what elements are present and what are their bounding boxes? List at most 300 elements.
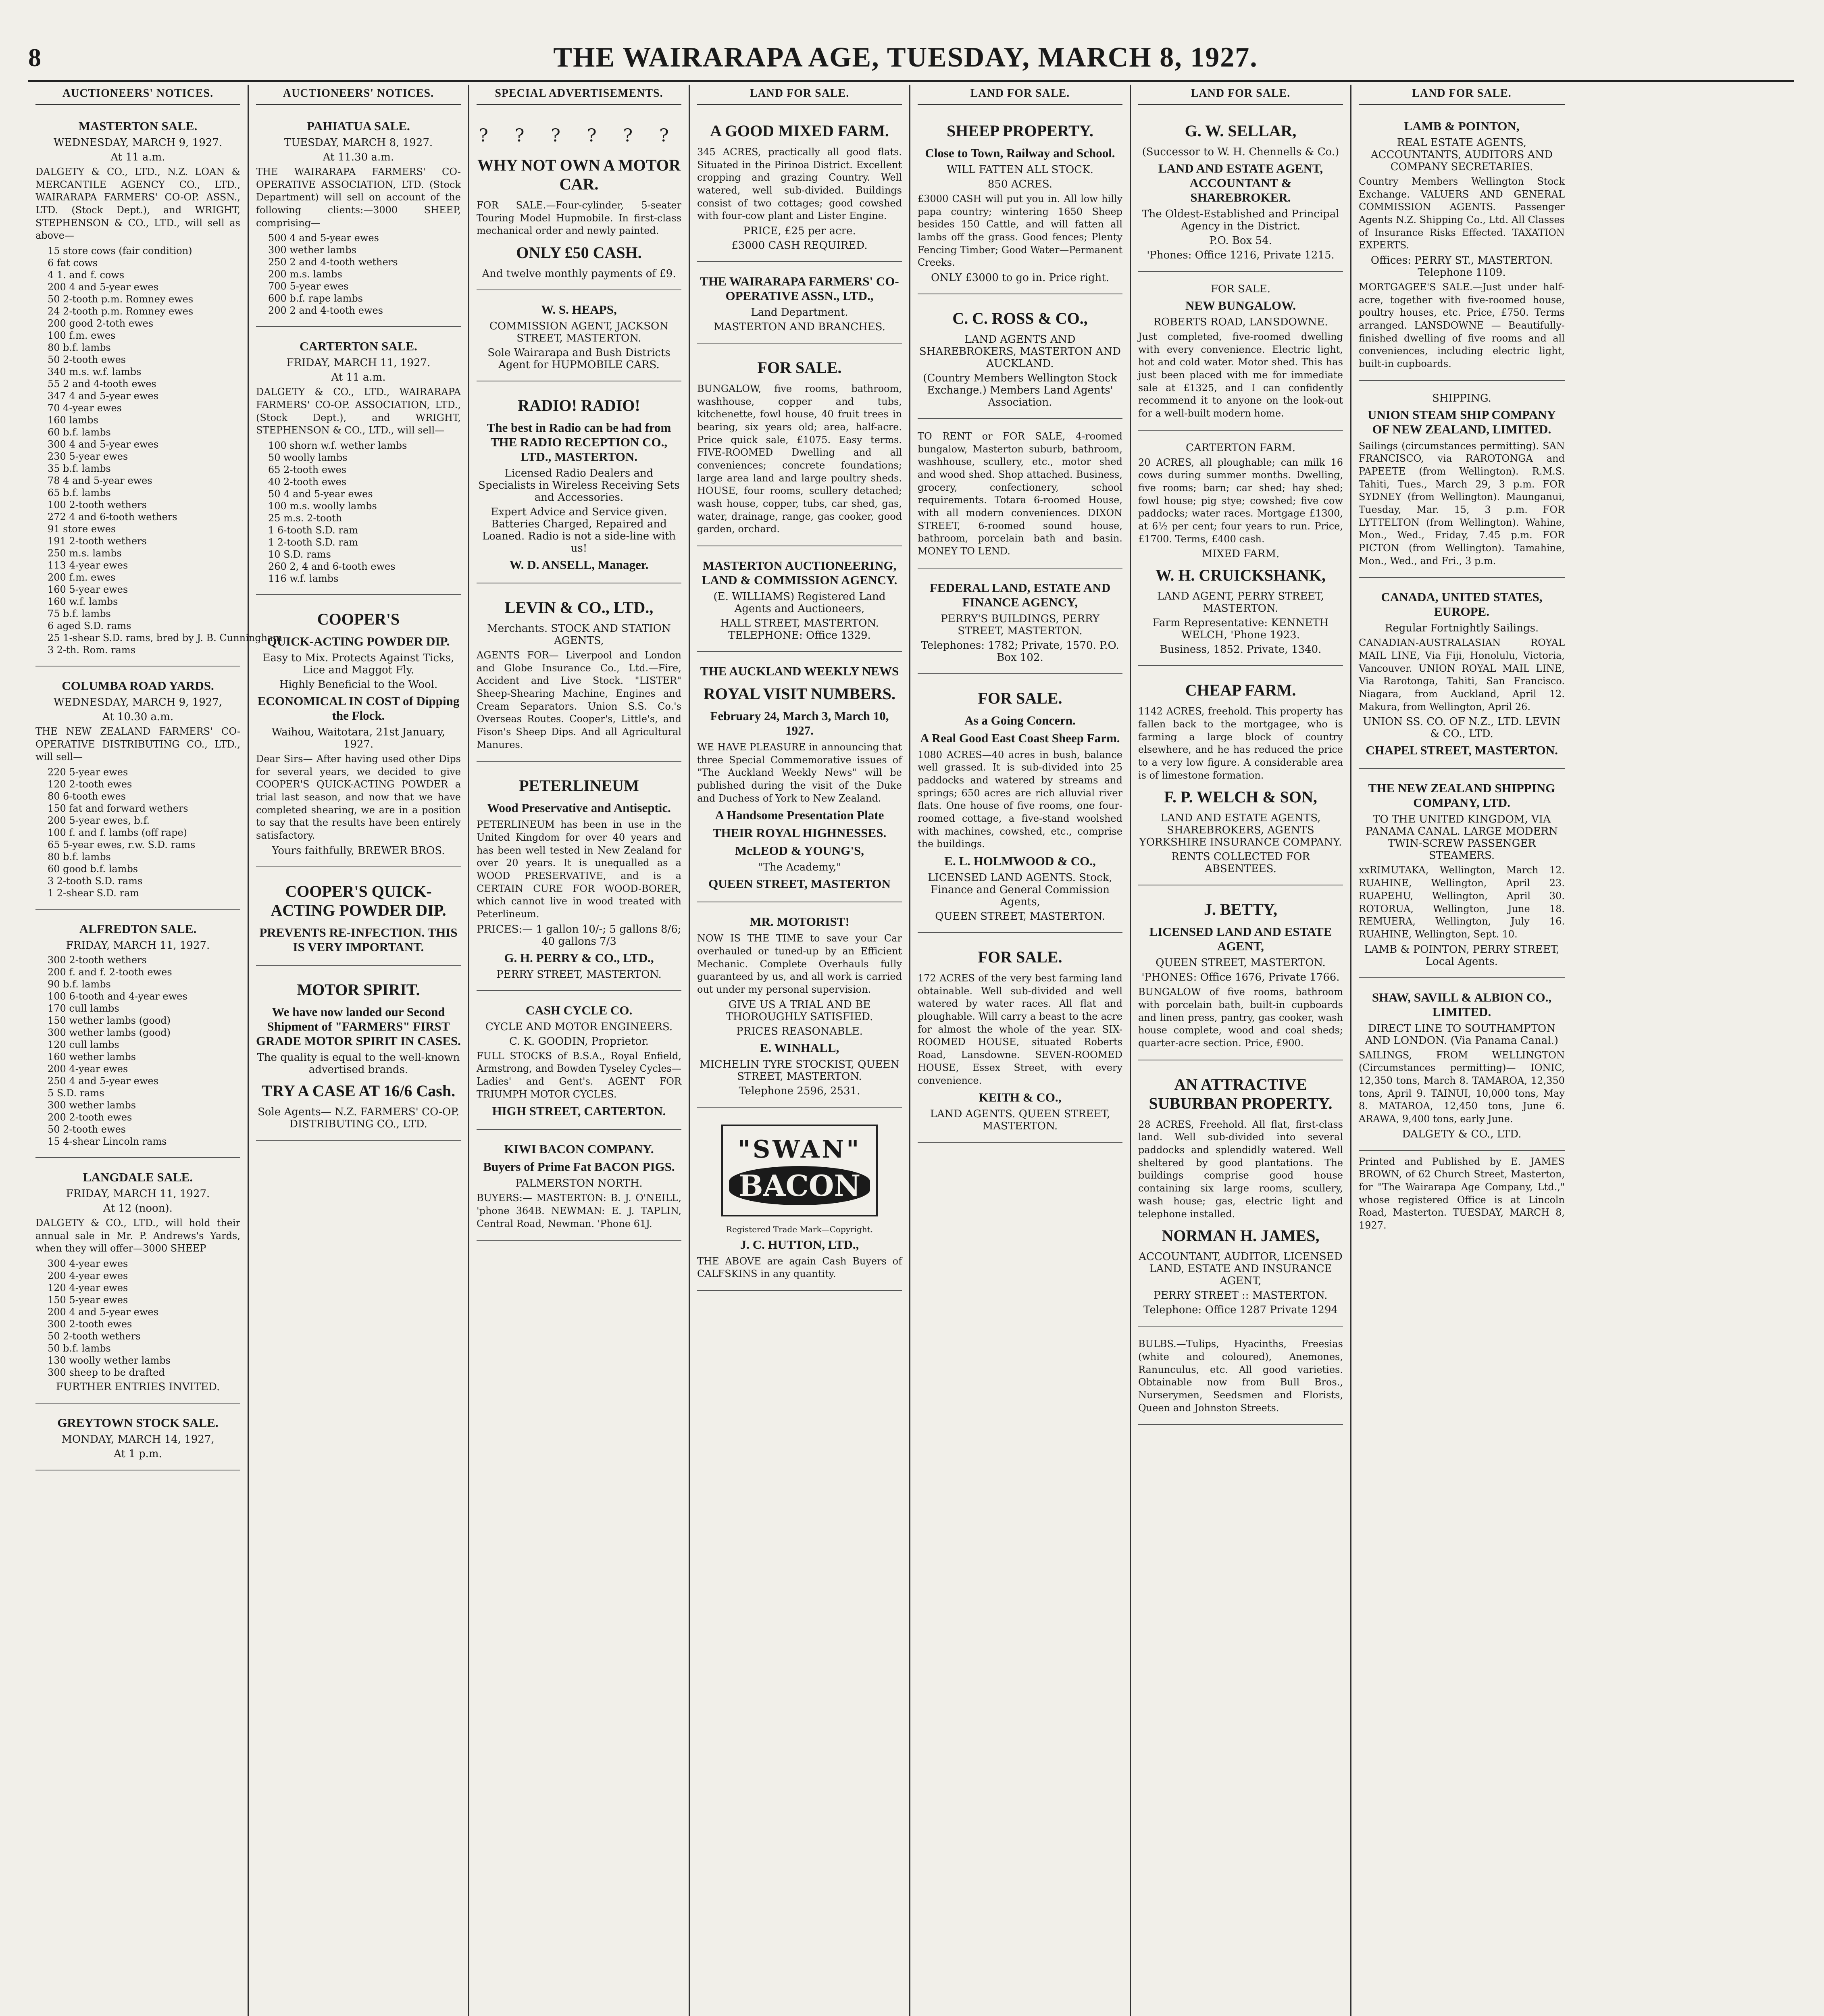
ad-title: UNION STEAM SHIP COMPANY OF NEW ZEALAND, LIMITED.	[1367, 407, 1556, 436]
ad-subtitle: ROYAL VISIT NUMBERS.	[703, 685, 896, 703]
ad-agents: UNION SS. CO. OF N.Z., LTD. LEVIN & CO., LTD.	[1363, 716, 1561, 740]
list-item: 160 wether lambs	[48, 1051, 136, 1063]
printer-imprint: Printed and Published by E. JAMES BROWN, of 62 Church Street, Masterton, for "The Wairarapa Age Company, Ltd.," whose registered Office is at Lincoln Road, Masterton. TUESDAY, MARCH 8, 1927.	[1359, 1156, 1565, 1231]
ad-shaw-savill	[1359, 983, 1565, 1151]
ad-title: A GOOD MIXED FARM.	[710, 122, 889, 140]
list-item: 1 2-tooth S.D. ram	[268, 537, 358, 548]
ad-coopers-dip	[256, 600, 461, 867]
ad-representative: Farm Representative: KENNETH WELCH, 'Phone 1923.	[1152, 617, 1329, 641]
ad-agent-sub: ACCOUNTANT, AUDITOR, LICENSED LAND, ESTATE AND INSURANCE AGENT,	[1139, 1251, 1343, 1287]
ad-body: CANADIAN-AUSTRALASIAN ROYAL MAIL LINE, Via Fiji, Honolulu, Victoria, Vancouver. UNION ROYAL MAIL LINE, Via Rarotonga, Tahiti, San Francisco. Niagara, from Auckland, April 12. Makura, from Wellington, April 26.	[1359, 637, 1565, 712]
ad-title: RADIO! RADIO!	[518, 396, 640, 415]
ad-price: PRICE, £25 per acre.	[743, 225, 856, 237]
list-item: 300 4-year ewes	[48, 1258, 128, 1270]
column-land-1	[690, 85, 910, 2016]
column-header: LAND FOR SALE.	[1138, 85, 1343, 105]
ad-title: FEDERAL LAND, ESTATE AND FINANCE AGENCY,	[929, 580, 1111, 609]
list-item: 80 b.f. lambs	[48, 851, 111, 863]
ad-body: 172 ACRES of the very best farming land obtainable. Well sub-divided and well watered by water races. All flat and ploughable. Will carry a beast to the acre for almost the whole of the year. SIX-ROOMED HOUSE, situated Roberts Road, Lansdowne. SEVEN-ROOMED HOUSE, Essex Street, with every convenience.	[918, 973, 1122, 1086]
ad-subtitle: Buyers of Prime Fat BACON PIGS.	[483, 1160, 675, 1174]
list-item: 90 b.f. lambs	[48, 979, 111, 990]
ad-body: Sole Wairarapa and Bush Districts Agent for HUPMOBILE CARS.	[487, 347, 670, 371]
list-item: 160 w.f. lambs	[48, 596, 118, 608]
ad-time: At 11 a.m.	[331, 371, 386, 384]
ad-manager: W. D. ANSELL, Manager.	[509, 558, 649, 572]
list-item: 200 2 and 4-tooth ewes	[268, 305, 383, 317]
ad-date: FRIDAY, MARCH 11, 1927.	[286, 357, 431, 369]
ad-title: CANADA, UNITED STATES, EUROPE.	[1381, 590, 1543, 619]
ad-title: WHY NOT OWN A MOTOR CAR.	[477, 156, 681, 193]
page-number: 8	[28, 43, 41, 72]
ad-body: AGENTS FOR— Liverpool and London and Globe Insurance Co., Ltd.—Fire, Accident and Live Stock. "LISTER" Sheep-Shearing Machine, Engines and Cream Separators. Union S.S. Co.'s Overseas Routes. Cooper's, Little's, and Fison's Sheep Dips. And all Agricultural Manures.	[477, 650, 681, 750]
ad-body: THE WAIRARAPA FARMERS' CO-OPERATIVE ASSOCIATION, LTD. (Stock Department) will sell on account of the following clients:—3000 SHEEP, comprising—	[256, 166, 461, 229]
trade-mark-note: Registered Trade Mark—Copyright.	[726, 1224, 873, 1234]
column-shipping	[1351, 85, 1572, 2016]
ad-tagline: ECONOMICAL IN COST of Dipping the Flock.	[257, 694, 460, 723]
ad-body: DALGETY & CO., LTD., will hold their annual sale in Mr. P. Andrews's Yards, when they will offer—3000 SHEEP	[35, 1217, 240, 1254]
list-item: 65 2-tooth ewes	[268, 464, 347, 476]
ad-subtitle: Merchants. STOCK AND STATION AGENTS,	[487, 623, 671, 647]
ad-agent-sub: LAND AND ESTATE AGENTS, SHAREBROKERS, AGENTS YORKSHIRE INSURANCE COMPANY.	[1139, 812, 1342, 849]
ad-highnesses: THEIR ROYAL HIGHNESSES.	[712, 826, 887, 840]
ad-title: LANGDALE SALE.	[83, 1170, 193, 1185]
ad-subtitle: Close to Town, Railway and School.	[925, 146, 1115, 160]
ad-body: 20 ACRES, all ploughable; can milk 16 cows during summer months. Dwelling, five rooms; barn; car shed; hay shed; fowl house; pig stye; cowshed; five cow paddocks; water races. Mortgage £1300, at 6½ per cent; four years to run. Price, £1700. Terms, £400 cash.	[1138, 456, 1343, 545]
ad-prices: PRICES:— 1 gallon 10/-; 5 gallons 8/6; 40 gallons 7/3	[477, 923, 681, 948]
ad-tagline: Easy to Mix. Protects Against Ticks, Lice and Maggot Fly.	[262, 652, 454, 677]
list-item: 200 m.s. lambs	[268, 269, 342, 280]
ad-auckland-weekly	[697, 657, 902, 902]
ad-title: C. C. ROSS & CO.,	[952, 309, 1088, 328]
list-item: 300 sheep to be drafted	[48, 1367, 165, 1379]
ad-address: QUEEN STREET, MASTERTON	[708, 877, 891, 891]
list-item: 200 5-year ewes, b.f.	[48, 815, 150, 827]
ad-peterlineum	[477, 766, 681, 991]
ad-langdale-sale	[35, 1163, 240, 1404]
ad-members: (Country Members Wellington Stock Exchange.) Members Land Agents' Association.	[923, 372, 1117, 409]
list-item: 200 good 2-toth ewes	[48, 318, 154, 329]
ad-address: HIGH STREET, CARTERTON.	[492, 1104, 666, 1118]
list-item: 200 f. and f. 2-tooth ewes	[48, 966, 172, 978]
column-auctioneers-1	[28, 85, 283, 2016]
list-item: 230 5-year ewes	[48, 451, 128, 462]
list-item: 200 4-year ewes	[48, 1270, 128, 1282]
ad-cash: £3000 CASH REQUIRED.	[731, 240, 868, 252]
list-item: 300 wether lambs (good)	[48, 1027, 171, 1039]
ad-body: SAILINGS, FROM WELLINGTON (Circumstances permitting)— IONIC, 12,350 tons, March 8. TAMAROA, 12,350 tons, April 9. TAINUI, 10,000 tons, May 8. MATAROA, 12,450 tons, June 6. ARAWA, 9,400 tons, early June.	[1359, 1049, 1565, 1125]
ad-title: THE AUCKLAND WEEKLY NEWS	[700, 664, 899, 679]
list-item: 120 4-year ewes	[48, 1282, 128, 1294]
ad-time: At 1 p.m.	[114, 1448, 162, 1460]
ad-subtitle: (Successor to W. H. Chennells & Co.)	[1142, 146, 1339, 158]
ad-body: 28 ACRES, Freehold. All flat, first-class land. Well sub-divided into several paddocks and splendidly watered. Well sheltered by good plantations. The buildings comprise good house containing six large rooms, scullery, wash house; gas, electric light and telephone installed.	[1138, 1118, 1343, 1220]
bacon-wordmark: BACON	[729, 1166, 870, 1205]
stock-list	[268, 439, 461, 585]
ad-kiwi-bacon	[477, 1135, 681, 1241]
ad-body: Sailings (circumstances permitting). SAN FRANCISCO, via RAROTONGA and PAPEETE (from Wellington). R.M.S. Tahiti, Tues., March 29, 3 p.m. FOR SYDNEY (from Wellington). Maunganui, Tuesday, Mar. 15, 3 p.m. FOR LYTTELTON (from Wellington). Wahine, Mon., Wed., Friday, 7.45 p.m. FOR PICTON (from Wellington). Tamahine, Mon., Wed., and Fri., 3 p.m.	[1359, 440, 1565, 566]
ad-telephone: Telephones: 1782; Private, 1570. P.O. Box 102.	[921, 639, 1119, 664]
list-item: 300 2-tooth wethers	[48, 954, 147, 966]
ad-bulbs	[1138, 1331, 1343, 1425]
list-item: 6 fat cows	[48, 257, 98, 269]
list-item: 160 5-year ewes	[48, 584, 128, 596]
ad-title: LEVIN & CO., LTD.,	[504, 598, 654, 617]
ad-body: 1080 ACRES—40 acres in bush, balance well grassed. It is sub-divided into 25 paddocks and watered by streams and springs; 650 acres are rich alluvial river flats. One house of five rooms, one four-roomed cottage, a five-stand woolshed with machines, cowshed, etc., comprise the buildings.	[918, 749, 1122, 850]
list-item: 300 wether lambs	[48, 1100, 136, 1111]
ad-title: CARTERTON SALE.	[300, 339, 417, 354]
ad-acres: 850 ACRES.	[987, 178, 1053, 190]
ad-title: SHEEP PROPERTY.	[947, 122, 1093, 140]
ad-greytown-sale	[35, 1408, 240, 1470]
ad-title: THE WAIRARAPA FARMERS' CO-OPERATIVE ASSN., LTD.,	[700, 274, 899, 303]
column-header: LAND FOR SALE.	[918, 85, 1122, 105]
list-item: 25 1-shear S.D. rams, bred by J. B. Cunningham	[48, 632, 283, 644]
list-item: 150 5-year ewes	[48, 1294, 128, 1306]
ad-body: THE ABOVE are again Cash Buyers of CALFSKINS in any quantity.	[697, 1255, 902, 1280]
ad-levin	[477, 588, 681, 762]
ad-address: LAND AGENTS. QUEEN STREET, MASTERTON.	[930, 1108, 1110, 1133]
swan-wordmark: "SWAN"	[737, 1135, 862, 1164]
ad-head: FOR SALE.	[1210, 283, 1271, 295]
newspaper-columns	[28, 85, 1794, 2016]
ad-plate: A Handsome Presentation Plate	[715, 808, 884, 823]
ad-title: G. W. SELLAR,	[1185, 122, 1297, 140]
ad-subhead: MIXED FARM.	[1201, 548, 1280, 560]
ad-title: MASTERTON SALE.	[78, 119, 198, 133]
ad-body: xxRIMUTAKA, Wellington, March 12. RUAHINE, Wellington, April 23. RUAPEHU, Wellington, April 30. ROTORUA, Wellington, June 18. REMUERA, Wellington, July 16. RUAHINE, Wellington, Sept. 10.	[1359, 864, 1565, 940]
list-item: 250 2 and 4-tooth wethers	[268, 256, 398, 268]
ad-alfredton-sale	[35, 914, 240, 1158]
ad-title: PAHIATUA SALE.	[307, 119, 410, 133]
stock-list	[48, 245, 283, 656]
ad-title: FOR SALE.	[978, 689, 1062, 707]
column-header: SPECIAL ADVERTISEMENTS.	[477, 85, 681, 105]
ad-address: CHAPEL STREET, MASTERTON.	[1366, 743, 1558, 758]
ad-agent: G. H. PERRY & CO., LTD.,	[504, 950, 654, 965]
column-special-ads	[469, 85, 690, 2016]
ad-date: MONDAY, MARCH 14, 1927,	[61, 1433, 214, 1446]
ad-body: NOW IS THE TIME to save your Car overhauled or tuned-up by an Efficient Mechanic. Complete Overhauls fully guaranteed by us, and all work is carried out under my personal supervision.	[697, 933, 902, 996]
ad-title: MASTERTON AUCTIONEERING, LAND & COMMISSION AGENCY.	[702, 558, 897, 587]
ad-place: Waihou, Waitotara, 21st January, 1927.	[271, 726, 446, 751]
list-item: 100 6-tooth and 4-year ewes	[48, 991, 187, 1002]
ad-listings: MORTGAGEE'S SALE.—Just under half-acre, together with five-roomed house, poultry houses, etc. Price, £750. Terms arranged. LANSDOWNE — Beautifully-finished dwelling of five rooms and all conveniences, including electric light, built-in cupboards.	[1359, 281, 1565, 370]
list-item: 65 b.f. lambs	[48, 487, 111, 499]
ad-agents: Sole Agents— N.Z. FARMERS' CO-OP. DISTRIBUTING CO., LTD.	[258, 1106, 459, 1130]
ad-address: PERRY STREET, MASTERTON.	[496, 968, 662, 981]
ad-price: TRY A CASE AT 16/6 Cash.	[261, 1081, 456, 1100]
list-item: 200 4 and 5-year ewes	[48, 281, 158, 293]
ad-subtitle: Licensed Radio Dealers and Specialists in Wireless Receiving Sets and Accessories.	[478, 467, 680, 504]
list-item: 170 cull lambs	[48, 1003, 119, 1014]
ad-suburban-property	[1138, 1065, 1343, 1327]
ad-agent: E. L. HOLMWOOD & CO.,	[944, 854, 1096, 868]
stock-list	[48, 954, 240, 1148]
ad-title: MR. MOTORIST!	[750, 914, 850, 929]
ad-terms: And twelve monthly payments of £9.	[482, 268, 676, 280]
column-auctioneers-2	[249, 85, 469, 2016]
ad-tagline: Expert Advice and Service given. Batteries Charged, Repaired and Loaned. Radio is not a side-line with us!	[482, 506, 676, 555]
ad-body: PETERLINEUM has been in use in the United Kingdom for over 40 years and has been well tested in New Zealand for over 20 years. It is unequalled as a WOOD PRESERVATIVE, and is a CERTAIN CURE FOR WOOD-BORER, which cannot live in wood treated with Peterlineum.	[477, 819, 681, 920]
ad-subtitle: PREVENTS RE-INFECTION. THIS IS VERY IMPORTANT.	[259, 925, 458, 954]
list-item: 25 m.s. 2-tooth	[268, 512, 342, 524]
ad-body: 1142 ACRES, freehold. This property has fallen back to the mortgagee, who is farming a large block of country elsewhere, and he has reduced the price to a very low figure. A considerable area is of limestone formation.	[1138, 706, 1343, 781]
ad-address: QUEEN STREET, MASTERTON.	[1156, 957, 1326, 969]
ad-agent: NORMAN H. JAMES,	[1162, 1227, 1320, 1245]
ad-agents: LAMB & POINTON, PERRY STREET, Local Agents.	[1364, 943, 1560, 968]
ad-mixed-farm	[697, 112, 902, 262]
ad-signature: Yours faithfully, BREWER BROS.	[272, 844, 445, 857]
ad-box: P.O. Box 54.	[1209, 235, 1272, 247]
ad-title: SHAW, SAVILL & ALBION CO., LIMITED.	[1372, 990, 1552, 1019]
ad-time: At 11.30 a.m.	[323, 151, 394, 163]
ad-masterton-auctioneering	[697, 551, 902, 652]
ad-rents: RENTS COLLECTED FOR ABSENTEES.	[1171, 851, 1310, 875]
ad-body: DALGETY & CO., LTD., WAIRARAPA FARMERS' CO-OP. ASSOCIATION, LTD., (Stock Dept.), and WRIGHT, STEPHENSON & CO., LTD., will sell—	[256, 386, 461, 436]
ad-body: WE HAVE PLEASURE in announcing that three Special Commemorative issues of "The Auckland Weekly News" will be published during the visit of the Duke and Duchess of York to New Zealand.	[697, 741, 902, 804]
ad-subtitle: LICENSED LAND AND ESTATE AGENT,	[1149, 925, 1332, 954]
ad-address: PALMERSTON NORTH.	[515, 1177, 643, 1190]
ad-body: TO RENT or FOR SALE, 4-roomed bungalow, Masterton suburb, bathroom, washhouse, scullery, etc., motor shed and wood shed. Shop attached. Business, grocery, confectionery, school requirements. Totara 6-roomed House, with all modern conveniences. DIXON STREET, 6-roomed sound house, bathroom, porcelain bath and basin. MONEY TO LEND.	[918, 431, 1122, 557]
ad-federal-land	[918, 573, 1122, 674]
list-item: 3 2-tooth S.D. rams	[48, 875, 143, 887]
ad-subtitle: LAND AGENTS AND SHAREBROKERS, MASTERTON AND AUCKLAND.	[919, 333, 1121, 370]
ad-pahiatua-sale	[256, 112, 461, 327]
ad-masterton-sale	[35, 112, 283, 666]
list-item: 347 4 and 5-year ewes	[48, 390, 158, 402]
masthead	[28, 35, 1794, 82]
ad-subtitle: (E. WILLIAMS) Registered Land Agents and Auctioneers,	[713, 591, 886, 615]
list-item: 130 woolly wether lambs	[48, 1355, 171, 1366]
ad-to-rent	[918, 424, 1122, 569]
ad-title: J. BETTY,	[1204, 900, 1277, 919]
ad-mr-motorist	[697, 907, 902, 1107]
ad-title: W. S. HEAPS,	[541, 302, 617, 317]
list-item: 191 2-tooth wethers	[48, 535, 147, 547]
ad-date: WEDNESDAY, MARCH 9, 1927,	[53, 696, 223, 709]
list-item: 4 1. and f. cows	[48, 269, 125, 281]
ad-body: FULL STOCKS of B.S.A., Royal Enfield, Armstrong, and Bowden Tyseley Cycles—Ladies' and Gent's. AGENT FOR TRIUMPH MOTOR CYCLES.	[477, 1050, 681, 1100]
list-item: 24 2-tooth p.m. Romney ewes	[48, 306, 194, 317]
ad-title: AN ATTRACTIVE SUBURBAN PROPERTY.	[1149, 1075, 1333, 1112]
ad-telephone: 'PHONES: Office 1676, Private 1766.	[1141, 971, 1340, 984]
question-marks: ? ? ? ? ? ?	[479, 125, 679, 146]
stock-list	[268, 232, 461, 317]
ad-swan-bacon	[697, 1112, 902, 1291]
column-header: AUCTIONEERS' NOTICES.	[35, 85, 240, 105]
list-item: 80 6-tooth ewes	[48, 791, 126, 802]
list-item: 80 b.f. lambs	[48, 342, 111, 354]
list-item: 500 4 and 5-year ewes	[268, 232, 379, 244]
list-item: 35 b.f. lambs	[48, 463, 111, 475]
list-item: 50 woolly lambs	[268, 452, 348, 464]
list-item: 116 w.f. lambs	[268, 573, 339, 585]
list-item: 50 2-tooth p.m. Romney ewes	[48, 294, 194, 305]
list-item: 55 2 and 4-tooth ewes	[48, 378, 156, 390]
swan-bacon-logo	[721, 1125, 878, 1216]
ad-union-steam-ship	[1359, 386, 1565, 578]
ad-canada-usa-europe	[1359, 583, 1565, 769]
ad-body: DALGETY & CO., LTD., N.Z. LOAN & MERCANTILE AGENCY CO., LTD., WAIRARAPA FARMERS' CO-OP. ASSN., LTD. (Stock Dept.), and WRIGHT, STEPHENSON & CO., LTD., will sell as above—	[35, 166, 240, 242]
ad-subtitle: As a Going Concern.	[964, 713, 1076, 727]
list-item: 200 4-year ewes	[48, 1063, 128, 1075]
list-item: 3 2-th. Rom. rams	[48, 644, 136, 656]
list-item: 91 store ewes	[48, 523, 116, 535]
list-item: 1 2-shear S.D. ram	[48, 887, 140, 899]
further-entries: FURTHER ENTRIES INVITED.	[56, 1381, 220, 1393]
list-item: 60 b.f. lambs	[48, 427, 111, 438]
ad-title: THE NEW ZEALAND SHIPPING COMPANY, LTD.	[1368, 781, 1555, 810]
list-item: 100 shorn w.f. wether lambs	[268, 440, 407, 452]
ad-dates: February 24, March 3, March 10, 1927.	[710, 709, 889, 738]
ad-title: KIWI BACON COMPANY.	[504, 1142, 654, 1156]
ad-prices: PRICES REASONABLE.	[736, 1025, 863, 1037]
ad-title: GREYTOWN STOCK SALE.	[57, 1416, 219, 1430]
ad-subtitle: DIRECT LINE TO SOUTHAMPTON AND LONDON. (Via Panama Canal.)	[1365, 1022, 1559, 1047]
list-item: 160 lambs	[48, 414, 98, 426]
list-item: 10 S.D. rams	[268, 549, 331, 560]
ad-agents: DALGETY & CO., LTD.	[1402, 1128, 1522, 1140]
ad-lamb-pointon	[1359, 112, 1565, 381]
list-item: 300 4 and 5-year ewes	[48, 439, 158, 450]
list-item: 120 cull lambs	[48, 1039, 119, 1051]
column-header: LAND FOR SALE.	[697, 85, 902, 105]
ad-subtitle: Regular Fortnightly Sailings.	[1385, 622, 1539, 635]
ad-tagline: GIVE US A TRIAL AND BE THOROUGHLY SATISFIED.	[726, 998, 873, 1023]
ad-date: WEDNESDAY, MARCH 9, 1927.	[53, 137, 223, 149]
ad-office: Offices: PERRY ST., MASTERTON. Telephone 1109.	[1370, 254, 1553, 279]
newspaper-title: THE WAIRARAPA AGE, TUESDAY, MARCH 8, 1927.	[553, 42, 1258, 73]
ad-title: FOR SALE.	[978, 948, 1062, 966]
ad-nz-shipping	[1359, 774, 1565, 978]
ad-motor-car	[477, 112, 681, 290]
list-item: 250 4 and 5-year ewes	[48, 1075, 158, 1087]
ad-sellar	[1138, 112, 1343, 272]
list-item: 113 4-year ewes	[48, 560, 128, 571]
list-item: 1 6-tooth S.D. ram	[268, 525, 358, 536]
ad-title: COLUMBA ROAD YARDS.	[62, 679, 214, 693]
list-item: 150 wether lambs (good)	[48, 1015, 171, 1027]
ad-subtitle: TO THE UNITED KINGDOM, VIA PANAMA CANAL. LARGE MODERN TWIN-SCREW PASSENGER STEAMERS.	[1366, 813, 1558, 862]
ad-title: FOR SALE.	[757, 358, 842, 377]
list-item: 200 4 and 5-year ewes	[48, 1306, 158, 1318]
ad-body: The best in Radio can be had from THE RADIO RECEPTION CO., LTD., MASTERTON.	[487, 421, 671, 464]
list-item: 75 b.f. lambs	[48, 608, 111, 620]
ad-body: Just completed, five-roomed dwelling with every convenience. Electric light, hot and cold water. Motor shed. This has just been placed with me for immediate sale at £1325, and I can confidently recommend it to anyone on the look-out for a well-built modern home.	[1138, 331, 1343, 419]
ad-wfca	[697, 267, 902, 344]
ad-body: BUNGALOW, five rooms, bathroom, washhouse, copper and tubs, kitchenette, fowl house, 40 fruit trees in bearing, six years old; area, half-acre. Price quick sale, £1075. Easy terms. FIVE-ROOMED Dwelling and all conveniences; concrete foundations; large area land and large poultry sheds. HOUSE, four rooms, scullery detached; wash house, copper, tubs, car shed, gas, water, drainage, range, gas cooker, good garden, orchard.	[697, 383, 902, 535]
ad-title: LAMB & POINTON,	[1404, 119, 1520, 133]
list-item: 150 fat and forward wethers	[48, 803, 188, 814]
ad-headline: A Real Good East Coast Sheep Farm.	[920, 731, 1120, 745]
ad-date: FRIDAY, MARCH 11, 1927.	[66, 1188, 210, 1200]
ad-cheap-farm	[1138, 671, 1343, 885]
list-item: 50 4 and 5-year ewes	[268, 488, 373, 500]
ad-branches: MASTERTON AND BRANCHES.	[714, 321, 885, 333]
list-item: 100 f.m. ewes	[48, 330, 116, 342]
ad-radio	[477, 386, 681, 583]
ad-telephone: Telephone 2596, 2531.	[739, 1085, 860, 1097]
ad-time: At 11 a.m.	[110, 151, 165, 163]
ad-body: £3000 CASH will put you in. All low hilly papa country; wintering 1650 Sheep besides 150 Cattle, and will fatten all lambs off the grass. Good fences; Plenty Fencing Timber; Good Water—Permanent Creeks.	[918, 193, 1122, 269]
list-item: 65 5-year ewes, r.w. S.D. rams	[48, 839, 196, 851]
ad-subtitle: QUICK-ACTING POWDER DIP.	[267, 634, 450, 649]
ad-subtitle: REAL ESTATE AGENTS, ACCOUNTANTS, AUDITORS AND COMPANY SECRETARIES.	[1370, 137, 1553, 173]
list-item: 50 2-tooth wethers	[48, 1331, 141, 1342]
list-item: 600 b.f. rape lambs	[268, 293, 363, 304]
ad-buyers: BUYERS:— MASTERTON: B. J. O'NEILL, 'phone 364B. NEWMAN: E. J. TAPLIN, Central Road, Newman. 'Phone 61J.	[477, 1192, 681, 1229]
ad-body: BULBS.—Tulips, Hyacinths, Freesias (white and coloured), Anemones, Ranunculus, etc. All good varieties. Obtainable now from Bull Bros., Nurserymen, Seedsmen and Florists, Queen and Johnston Streets.	[1138, 1338, 1343, 1414]
list-item: 250 m.s. lambs	[48, 548, 122, 559]
ad-address: ROBERTS ROAD, LANSDOWNE.	[1153, 316, 1328, 328]
list-item: 60 good b.f. lambs	[48, 863, 138, 875]
ad-time: At 10.30 a.m.	[102, 711, 174, 723]
list-item: 200 2-tooth ewes	[48, 1112, 132, 1123]
list-item: 200 f.m. ewes	[48, 572, 116, 583]
list-item: 50 2-tooth ewes	[48, 1124, 126, 1135]
ad-title: CASH CYCLE CO.	[525, 1003, 633, 1017]
ad-title: NEW BUNGALOW.	[1185, 298, 1296, 312]
section-head: SHIPPING.	[1432, 392, 1491, 404]
ad-agent: F. P. WELCH & SON,	[1164, 788, 1317, 806]
list-item: 300 wether lambs	[268, 244, 357, 256]
ad-address: HALL STREET, MASTERTON. TELEPHONE: Office 1329.	[720, 617, 879, 642]
list-item: 300 2-tooth ewes	[48, 1318, 132, 1330]
ad-betty	[1138, 890, 1343, 1060]
ad-agent: E. WINHALL,	[760, 1040, 839, 1055]
column-header: LAND FOR SALE.	[1359, 85, 1565, 105]
ad-going-concern	[918, 679, 1122, 933]
ad-title: COOPER'S	[317, 610, 400, 629]
ad-carterton-farm	[1138, 435, 1343, 666]
ad-title: CHEAP FARM.	[1185, 681, 1296, 700]
ad-agent: KEITH & CO.,	[979, 1090, 1062, 1105]
ad-telephone: Telephone: Office 1287 Private 1294	[1143, 1304, 1338, 1316]
ad-body: We have now landed our Second Shipment of "FARMERS" FIRST GRADE MOTOR SPIRIT IN CASES.	[256, 1004, 461, 1048]
ad-subtitle: Wood Preservative and Antiseptic.	[487, 801, 671, 815]
ad-agent-sub: LICENSED LAND AGENTS. Stock, Finance and General Commission Agents,	[928, 872, 1112, 908]
stock-list	[48, 1258, 240, 1379]
ad-address: LAND AGENT, PERRY STREET, MASTERTON.	[1157, 590, 1324, 615]
ad-telephone: 'Phones: Office 1216, Private 1215.	[1147, 249, 1335, 261]
ad-price: ONLY £50 CASH.	[516, 244, 642, 262]
list-item: 100 2-tooth wethers	[48, 499, 147, 511]
ad-title: PETERLINEUM	[519, 777, 639, 795]
list-item: 120 2-tooth ewes	[48, 779, 132, 790]
ad-heaps	[477, 295, 681, 381]
ad-columba-road	[35, 671, 240, 910]
ad-price: ONLY £3000 to go in. Price right.	[931, 272, 1109, 284]
ad-body: FOR SALE.—Four-cylinder, 5-seater Touring Model Hupmobile. In first-class mechanical order and newly painted.	[477, 200, 681, 237]
column-land-2	[910, 85, 1131, 2016]
list-item: 50 2-tooth ewes	[48, 354, 126, 366]
ad-for-sale	[697, 348, 902, 546]
ad-proprietor: C. K. GOODIN, Proprietor.	[509, 1035, 649, 1048]
list-item: 50 b.f. lambs	[48, 1343, 111, 1354]
ad-telephone: Business, 1852. Private, 1340.	[1160, 644, 1322, 656]
ad-title: COOPER'S QUICK-ACTING POWDER DIP.	[271, 882, 446, 919]
ad-sheep-property	[918, 112, 1122, 294]
ad-subtitle: CYCLE AND MOTOR ENGINEERS.	[485, 1020, 673, 1033]
ad-carterton-sale	[256, 332, 461, 595]
list-item: 6 aged S.D. rams	[48, 620, 131, 632]
ad-title: J. C. HUTTON, LTD.,	[740, 1237, 859, 1252]
list-item: 100 f. and f. lambs (off rape)	[48, 827, 187, 839]
ad-address: QUEEN STREET, MASTERTON.	[935, 910, 1105, 923]
list-item: 272 4 and 6-tooth wethers	[48, 511, 177, 523]
list-item: 15 store cows (fair condition)	[48, 245, 192, 257]
ad-subtitle: COMMISSION AGENT, JACKSON STREET, MASTERTON.	[489, 320, 669, 345]
